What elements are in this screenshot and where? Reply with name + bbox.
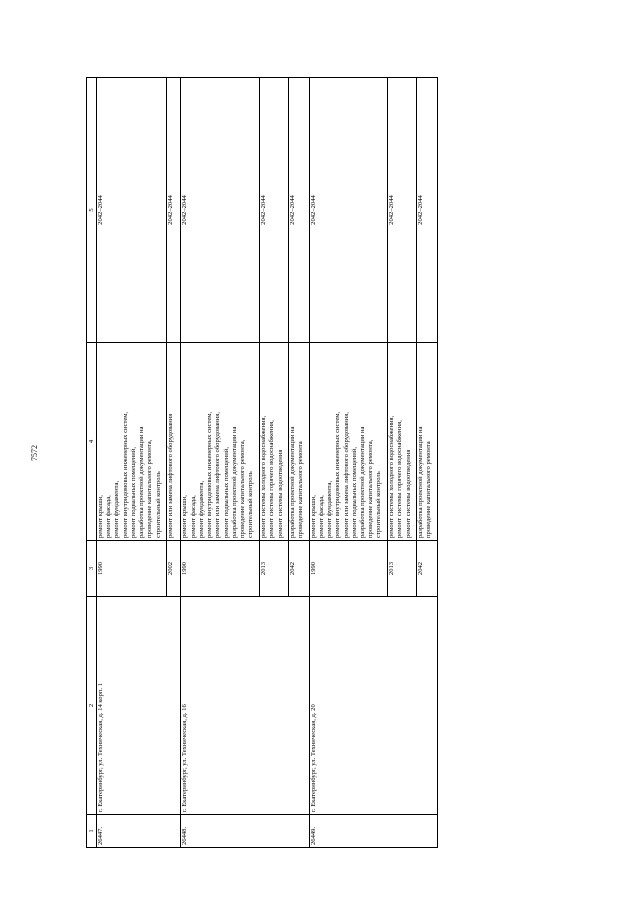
table-body: [97, 78, 438, 848]
works-cell: [97, 343, 167, 541]
works-cell: [309, 343, 388, 541]
year-cell: 2013: [260, 541, 289, 597]
year-cell: 2042: [417, 541, 438, 597]
table-row: [181, 78, 260, 848]
work-item: проведение капитального ремонта,: [146, 439, 154, 538]
header-col-2: 2: [87, 597, 97, 815]
work-item: ремонт системы горячего водоснабжения,: [396, 420, 404, 538]
header-row: [87, 78, 97, 848]
year-cell: 2013: [388, 541, 417, 597]
work-item: ремонт или замена лифтового оборудования,: [214, 412, 222, 538]
year-cell: 1990: [97, 541, 167, 597]
period-cell: 2042–2044: [309, 78, 388, 343]
work-item: ремонт системы водоотведения: [404, 449, 412, 538]
work-item: ремонт внутридомовых инженерных систем,: [121, 411, 129, 538]
work-item: ремонт подвальных помещений,: [350, 447, 358, 538]
work-item: проведение капитального ремонта: [425, 441, 433, 538]
work-item: строительный контроль: [247, 471, 255, 538]
work-item: разработка проектной документации на: [358, 426, 366, 538]
work-item: разработка проектной документации на: [417, 426, 425, 538]
work-item: ремонт фасада,: [189, 495, 197, 538]
capital-repair-table: [86, 77, 438, 848]
work-item: разработка проектной документации на: [288, 426, 296, 538]
work-item: ремонт крыши,: [309, 495, 317, 538]
work-item: ремонт крыши,: [97, 495, 104, 538]
year-cell: 1990: [181, 541, 260, 597]
work-item: разработка проектной документации на: [138, 426, 146, 538]
work-item: ремонт фундамента,: [113, 480, 121, 538]
period-cell: 2042–2044: [260, 78, 289, 343]
works-cell: [167, 343, 181, 541]
header-col-5: 5: [87, 78, 97, 343]
work-item: ремонт внутридомовых инженерных систем,: [206, 411, 214, 538]
period-cell: 2042–2044: [97, 78, 167, 343]
work-item: строительный контроль: [375, 471, 383, 538]
work-item: ремонт или замена лифтового оборудования: [167, 413, 175, 538]
work-item: проведение капитального ремонта,: [367, 439, 375, 538]
work-item: ремонт фасада,: [105, 495, 113, 538]
period-cell: 2042–2044: [167, 78, 181, 343]
work-item: ремонт фундамента,: [197, 480, 205, 538]
rotated-table-canvas: [86, 91, 579, 848]
year-cell: 1990: [309, 541, 388, 597]
work-item: строительный контроль: [154, 471, 162, 538]
works-cell: [260, 343, 289, 541]
header-col-1: 1: [87, 815, 97, 848]
building-address: г. Екатеринбург, ул. Техническая, д. 14 корп. 1: [97, 597, 181, 815]
work-item: ремонт подвальных помещений,: [222, 447, 230, 538]
work-item: разработка проектной документации на: [230, 426, 238, 538]
work-item: ремонт фундамента,: [326, 480, 334, 538]
row-number: 26447.: [97, 815, 181, 848]
building-address: г. Екатеринбург, ул. Техническая, д. 16: [181, 597, 309, 815]
header-col-3: 3: [87, 541, 97, 597]
year-cell: 2042: [288, 541, 309, 597]
row-number: 26448.: [181, 815, 309, 848]
work-item: ремонт системы водоотведения: [276, 449, 284, 538]
page-number: 7572: [30, 445, 39, 461]
work-item: проведение капитального ремонта: [297, 441, 305, 538]
work-item: ремонт системы горячего водоснабжения,: [268, 420, 276, 538]
period-cell: 2042–2044: [388, 78, 417, 343]
work-item: ремонт фасада,: [317, 495, 325, 538]
year-cell: 2002: [167, 541, 181, 597]
work-item: ремонт системы холодного водоснабжения,: [260, 415, 268, 538]
period-cell: 2042–2044: [417, 78, 438, 343]
period-cell: 2042–2044: [288, 78, 309, 343]
work-item: ремонт подвальных помещений,: [129, 447, 137, 538]
table-row: [97, 78, 167, 848]
work-item: ремонт системы холодного водоснабжения,: [388, 415, 396, 538]
row-number: 26449.: [309, 815, 437, 848]
works-cell: [181, 343, 260, 541]
works-cell: [417, 343, 438, 541]
table-row: [309, 78, 388, 848]
header-col-4: 4: [87, 343, 97, 541]
work-item: ремонт или замена лифтового оборудования,: [342, 412, 350, 538]
work-item: проведение капитального ремонта,: [239, 439, 247, 538]
building-address: г. Екатеринбург, ул. Техническая, д. 20: [309, 597, 437, 815]
works-cell: [288, 343, 309, 541]
works-cell: [388, 343, 417, 541]
work-item: ремонт внутридомовых инженерных систем,: [334, 411, 342, 538]
period-cell: 2042–2044: [181, 78, 260, 343]
work-item: ремонт крыши,: [181, 495, 189, 538]
